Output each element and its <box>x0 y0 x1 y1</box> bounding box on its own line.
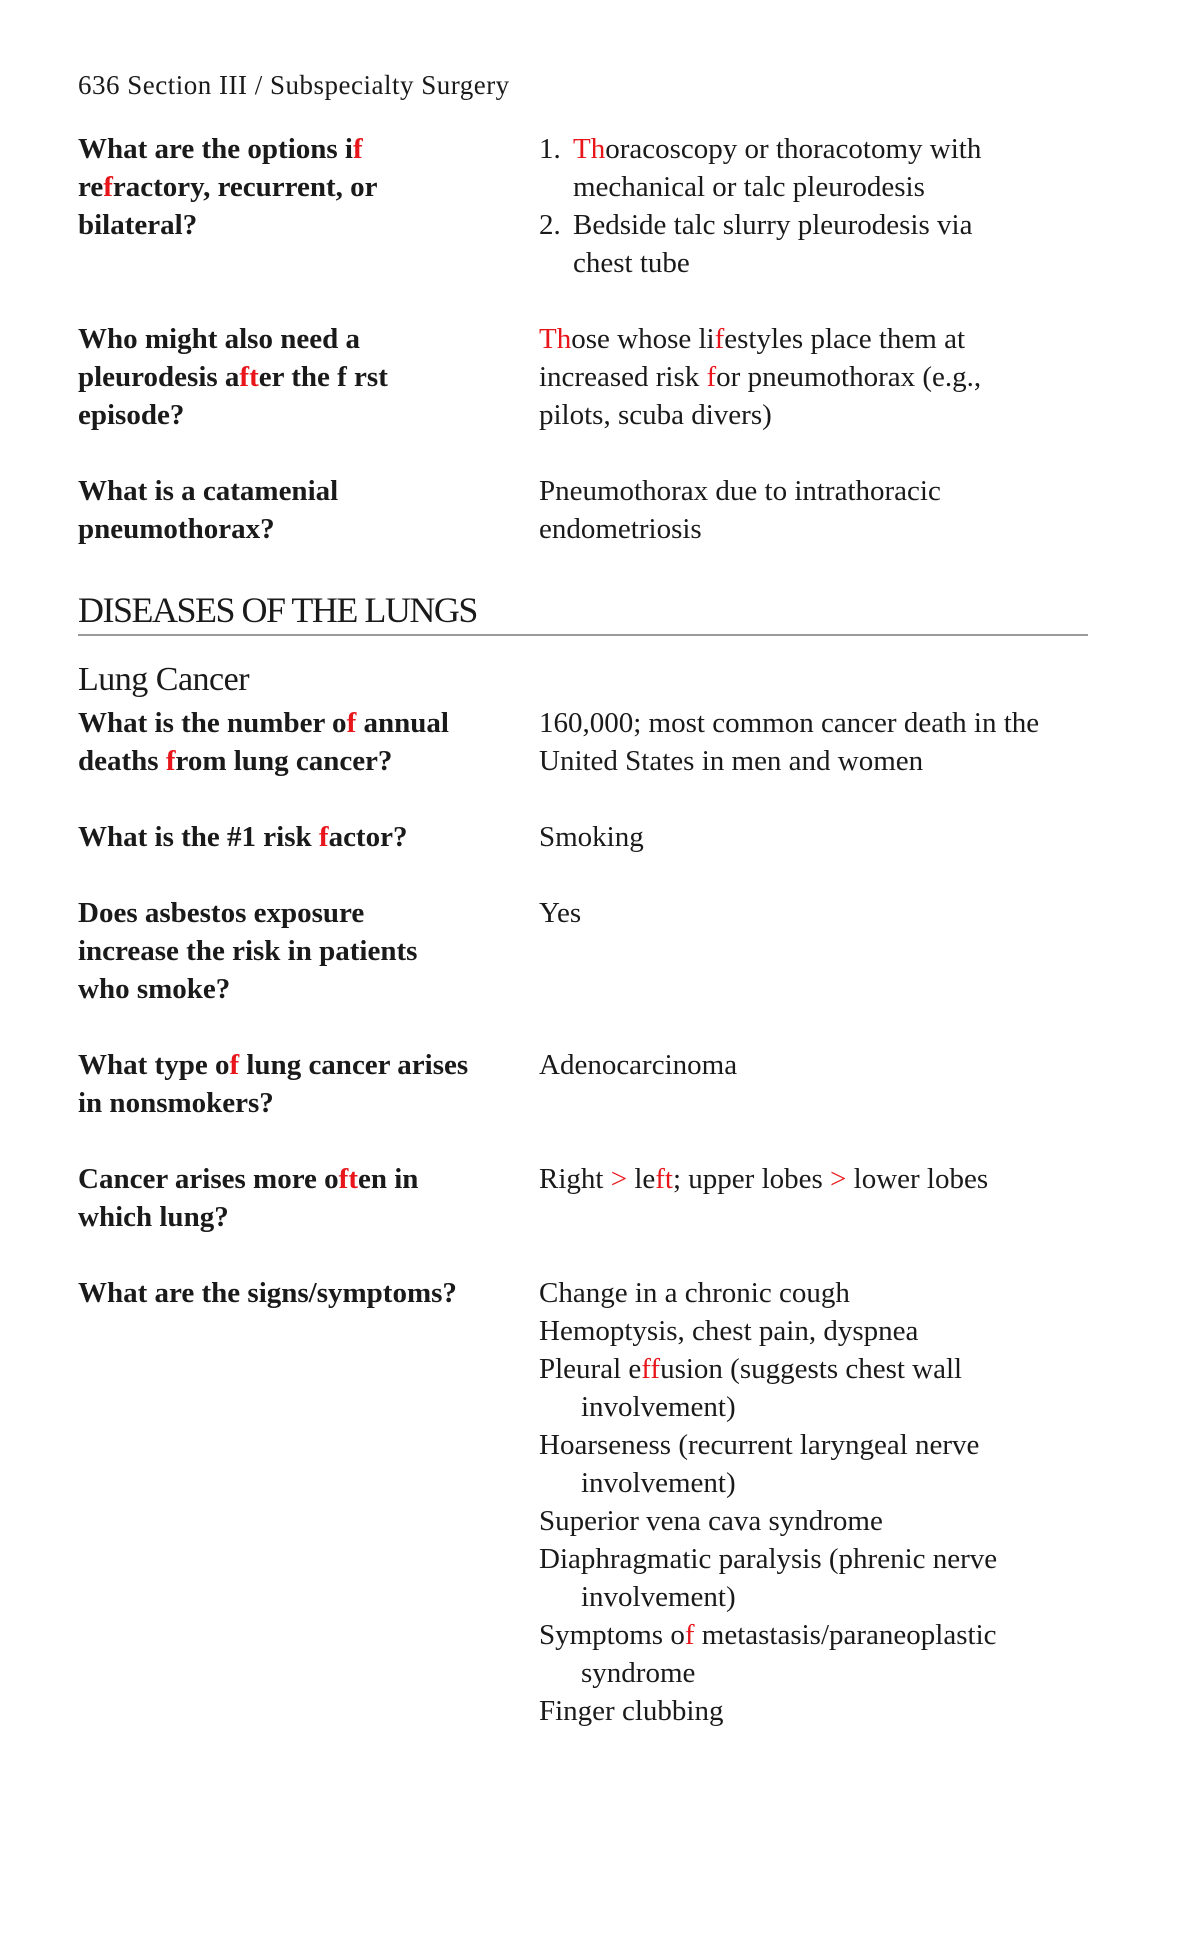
text-run: Pleural e <box>539 1353 642 1385</box>
answer <box>539 1046 1088 1122</box>
text-run: or pneumothorax (e.g., <box>716 361 982 393</box>
text-run: annual <box>356 707 449 739</box>
text-run: What is the number o <box>78 707 347 739</box>
highlighted-text: f <box>352 133 363 165</box>
highlighted-text: ff <box>641 1353 661 1385</box>
text-run: Adenocarcinoma <box>539 1049 738 1081</box>
text-run: Hemoptysis, chest pain, dyspnea <box>539 1315 919 1347</box>
qa-row <box>78 1160 1088 1236</box>
text-run: Diaphragmatic paralysis (phrenic nerve <box>539 1543 998 1575</box>
symptom-item <box>539 1502 1088 1540</box>
question <box>78 1274 539 1730</box>
answer <box>539 320 1088 434</box>
text-run: endometriosis <box>539 513 702 545</box>
qa-row <box>78 704 1088 780</box>
pneumothorax-qa-list <box>78 130 1088 548</box>
symptom-item <box>539 1616 1088 1692</box>
text-run: Who might also need a <box>78 323 360 355</box>
text-run: Change in a chronic cough <box>539 1277 850 1309</box>
text-run: metastasis/paraneoplastic <box>694 1619 997 1651</box>
spacer <box>78 1008 1088 1046</box>
page <box>78 70 1088 1730</box>
answer-list-item <box>539 130 1088 206</box>
text-run: pneumothorax? <box>78 513 275 545</box>
text-run: Hoarseness (recurrent laryngeal nerve <box>539 1429 980 1461</box>
question <box>78 1046 539 1122</box>
text-run: What is the #1 risk <box>78 821 319 853</box>
answer <box>539 894 1088 1008</box>
highlighted-text: Th <box>539 323 572 355</box>
text-run: ose whose li <box>571 323 715 355</box>
text-run: episode? <box>78 399 185 431</box>
highlighted-text: f <box>103 171 113 203</box>
highlighted-text: f <box>318 821 329 853</box>
symptom-item <box>539 1692 1088 1730</box>
text-run: lower lobes <box>846 1163 989 1195</box>
text-run: increased risk <box>539 361 707 393</box>
text-run: chest tube <box>573 247 690 279</box>
symptom-item <box>539 1350 1088 1426</box>
symptom-item <box>539 1312 1088 1350</box>
text-run: 160,000; most common cancer death in the <box>539 707 1040 739</box>
answer <box>539 130 1088 282</box>
text-run: usion (suggests chest wall <box>660 1353 963 1385</box>
answer <box>539 704 1088 780</box>
spacer <box>78 1236 1088 1274</box>
qa-row <box>78 1274 1088 1730</box>
text-run: United States in men and women <box>539 745 924 777</box>
text-run: which lung? <box>78 1201 229 1233</box>
list-text <box>573 206 972 282</box>
highlighted-text: > <box>610 1163 628 1195</box>
highlighted-text: ft <box>338 1163 358 1195</box>
answer <box>539 818 1088 856</box>
highlighted-text: f <box>229 1049 240 1081</box>
question <box>78 1160 539 1236</box>
text-run: What are the options i <box>78 133 353 165</box>
answer <box>539 1274 1088 1730</box>
highlighted-text: f <box>714 323 725 355</box>
text-run: involvement) <box>581 1391 736 1423</box>
list-number: 1. <box>539 133 561 165</box>
answer <box>539 1160 1088 1236</box>
text-run: actor? <box>328 821 408 853</box>
highlighted-text: ft <box>655 1163 673 1195</box>
text-run: le <box>627 1163 656 1195</box>
text-run: bilateral? <box>78 209 198 241</box>
subsection-heading: Lung Cancer <box>78 661 250 698</box>
lung-cancer-qa-list <box>78 704 1088 1730</box>
section-heading: DISEASES OF THE LUNGS <box>78 590 1088 636</box>
qa-row <box>78 472 1088 548</box>
question <box>78 472 539 548</box>
symptom-item <box>539 1540 1088 1616</box>
symptom-item <box>539 1426 1088 1502</box>
question <box>78 704 539 780</box>
text-run: involvement) <box>581 1581 736 1613</box>
highlighted-text: f <box>165 745 176 777</box>
list-number: 2. <box>539 209 561 241</box>
running-head: 636 Section III / Subspecialty Surgery <box>78 70 510 100</box>
answer-list-item <box>539 206 1088 282</box>
text-run: rom lung cancer? <box>175 745 393 777</box>
text-run: Finger clubbing <box>539 1695 724 1727</box>
highlighted-text: f <box>706 361 717 393</box>
text-run: re <box>78 171 104 203</box>
question <box>78 320 539 434</box>
text-run: ractory, recurrent, or <box>112 171 378 203</box>
highlighted-text: Th <box>573 133 606 165</box>
text-run: mechanical or talc pleurodesis <box>573 171 925 203</box>
spacer <box>78 856 1088 894</box>
text-run: What is a catamenial <box>78 475 339 507</box>
highlighted-text: ft <box>239 361 259 393</box>
qa-row <box>78 818 1088 856</box>
text-run: estyles place them at <box>724 323 966 355</box>
question <box>78 894 539 1008</box>
text-run: deaths <box>78 745 166 777</box>
text-run: pleurodesis a <box>78 361 240 393</box>
text-run: involvement) <box>581 1467 736 1499</box>
text-run: oracoscopy or thoracotomy with <box>605 133 982 165</box>
text-run: lung cancer arises <box>239 1049 469 1081</box>
spacer <box>78 434 1088 472</box>
text-run: Pneumothorax due to intrathoracic <box>539 475 941 507</box>
text-run: Superior vena cava syndrome <box>539 1505 883 1537</box>
qa-row <box>78 1046 1088 1122</box>
answer <box>539 472 1088 548</box>
question <box>78 818 539 856</box>
qa-row <box>78 894 1088 1008</box>
qa-row <box>78 130 1088 282</box>
text-run: who smoke? <box>78 973 231 1005</box>
text-run: Does asbestos exposure <box>78 897 365 929</box>
text-run: Bedside talc slurry pleurodesis via <box>573 209 973 241</box>
text-run: What are the signs/symptoms? <box>78 1277 457 1309</box>
spacer <box>78 282 1088 320</box>
question <box>78 130 539 282</box>
text-run: increase the risk in patients <box>78 935 418 967</box>
spacer <box>78 780 1088 818</box>
text-run: Right <box>539 1163 611 1195</box>
list-text <box>573 130 981 206</box>
highlighted-text: f <box>346 707 357 739</box>
text-run: Symptoms o <box>539 1619 685 1651</box>
text-run: Smoking <box>539 821 644 853</box>
qa-row <box>78 320 1088 434</box>
text-run: Yes <box>539 897 582 929</box>
highlighted-text: f <box>684 1619 695 1651</box>
text-run: What type o <box>78 1049 230 1081</box>
text-run: syndrome <box>581 1657 696 1689</box>
text-run: er the f rst <box>258 361 388 393</box>
highlighted-text: > <box>830 1163 847 1195</box>
text-run: en in <box>358 1163 419 1195</box>
text-run: in nonsmokers? <box>78 1087 274 1119</box>
symptom-item <box>539 1274 1088 1312</box>
text-run: pilots, scuba divers) <box>539 399 772 431</box>
spacer <box>78 1122 1088 1160</box>
text-run: Cancer arises more o <box>78 1163 339 1195</box>
text-run: ; upper lobes <box>672 1163 831 1195</box>
